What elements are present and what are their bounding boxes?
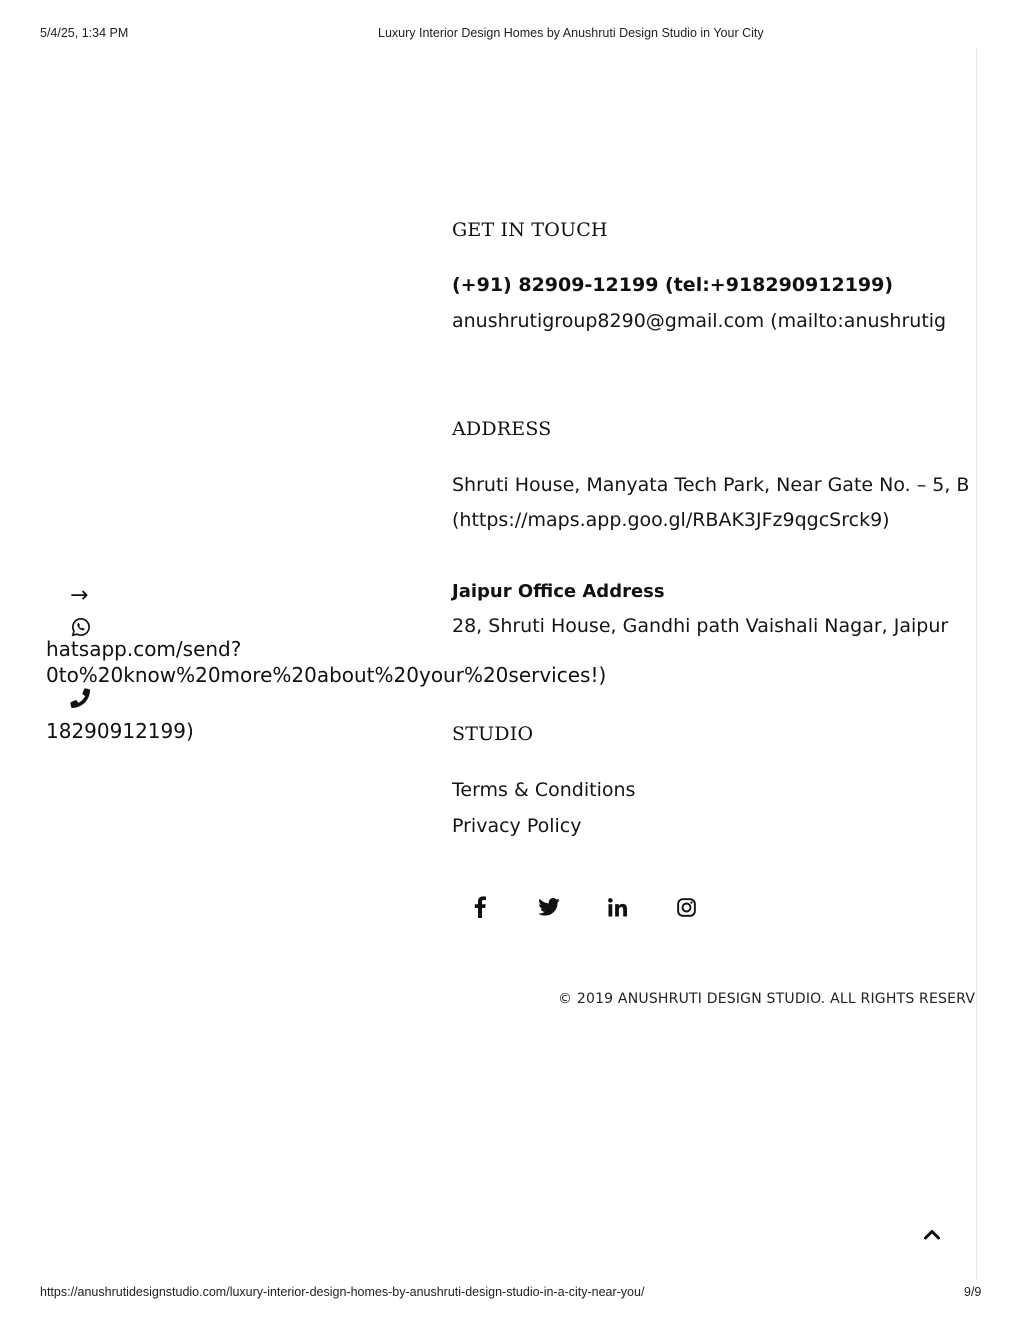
page-edge-divider	[976, 48, 977, 1280]
print-url: https://anushrutidesignstudio.com/luxury-interior-design-homes-by-anushruti-design-studio-in-a-city-near-you/	[40, 1285, 645, 1299]
phone-icon[interactable]	[68, 686, 92, 710]
phone-link-fragment[interactable]: 18290912199)	[46, 719, 194, 743]
twitter-icon[interactable]	[536, 895, 562, 919]
address-line: Shruti House, Manyata Tech Park, Near Gate No. – 5, B	[452, 474, 970, 496]
back-to-top-chevron-up-icon[interactable]	[920, 1222, 944, 1246]
copyright-text: © 2019 ANUSHRUTI DESIGN STUDIO. ALL RIGHTS RESERV	[558, 991, 976, 1007]
linkedin-icon[interactable]	[605, 895, 629, 919]
arrow-icon[interactable]: →	[70, 583, 89, 608]
terms-link[interactable]: Terms & Conditions	[452, 779, 636, 801]
facebook-icon[interactable]	[468, 895, 492, 919]
instagram-icon[interactable]	[674, 895, 698, 919]
whatsapp-link-line1[interactable]: hatsapp.com/send?	[46, 637, 242, 661]
privacy-link[interactable]: Privacy Policy	[452, 815, 582, 837]
phone-link[interactable]: (+91) 82909-12199 (tel:+918290912199)	[452, 274, 894, 296]
map-link[interactable]: (https://maps.app.goo.gl/RBAK3JFz9qgcSrck9)	[452, 509, 890, 531]
jaipur-office-address: 28, Shruti House, Gandhi path Vaishali Nagar, Jaipur	[452, 615, 949, 637]
print-page-title: Luxury Interior Design Homes by Anushruti Design Studio in Your City	[378, 26, 764, 40]
jaipur-office-label: Jaipur Office Address	[452, 581, 665, 602]
whatsapp-icon[interactable]	[69, 615, 93, 639]
print-datetime: 5/4/25, 1:34 PM	[40, 26, 129, 40]
address-heading: ADDRESS	[452, 418, 552, 440]
email-link[interactable]: anushrutigroup8290@gmail.com (mailto:anushrutig	[452, 310, 947, 332]
print-page-number: 9/9	[964, 1285, 982, 1299]
studio-heading: STUDIO	[452, 723, 534, 745]
whatsapp-link-line2[interactable]: 0to%20know%20more%20about%20your%20services!)	[46, 663, 607, 687]
get-in-touch-heading: GET IN TOUCH	[452, 219, 608, 241]
